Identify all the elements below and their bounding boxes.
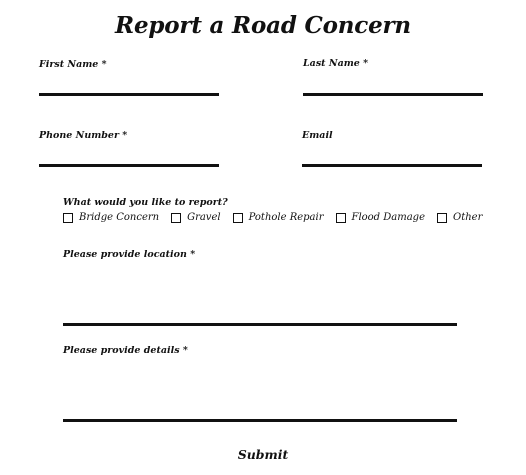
location-input[interactable] xyxy=(63,264,457,326)
email-label: Email xyxy=(302,130,333,141)
option-bridge-concern[interactable] xyxy=(63,212,159,223)
option-pothole-repair[interactable] xyxy=(233,212,324,223)
option-label: Bridge Concern xyxy=(79,212,160,223)
first-name-label: First Name * xyxy=(39,59,107,70)
email-input[interactable] xyxy=(302,145,482,167)
checkbox[interactable] xyxy=(437,213,447,223)
first-name-input[interactable] xyxy=(39,74,219,96)
submit-area xyxy=(0,444,526,463)
submit-button[interactable]: Submit xyxy=(232,447,295,462)
option-gravel[interactable] xyxy=(171,212,221,223)
last-name-label: Last Name * xyxy=(303,58,369,69)
checkbox[interactable] xyxy=(336,213,346,223)
details-label: Please provide details * xyxy=(63,345,188,356)
option-label: Flood Damage xyxy=(351,212,426,223)
form-title: Report a Road Concern xyxy=(115,12,411,39)
checkbox[interactable] xyxy=(233,213,243,223)
report-question-label: What would you like to report? xyxy=(63,197,228,208)
phone-number-input[interactable] xyxy=(39,145,219,167)
option-flood-damage[interactable] xyxy=(336,212,426,223)
option-label: Gravel xyxy=(187,212,221,223)
last-name-input[interactable] xyxy=(303,73,483,96)
option-label: Other xyxy=(453,212,483,223)
location-label: Please provide location * xyxy=(63,249,196,260)
option-other[interactable] xyxy=(437,212,482,223)
checkbox[interactable] xyxy=(63,213,73,223)
details-input[interactable] xyxy=(63,360,457,422)
report-type-options xyxy=(63,212,482,223)
checkbox[interactable] xyxy=(171,213,181,223)
phone-number-label: Phone Number * xyxy=(39,130,128,141)
option-label: Pothole Repair xyxy=(248,212,324,223)
